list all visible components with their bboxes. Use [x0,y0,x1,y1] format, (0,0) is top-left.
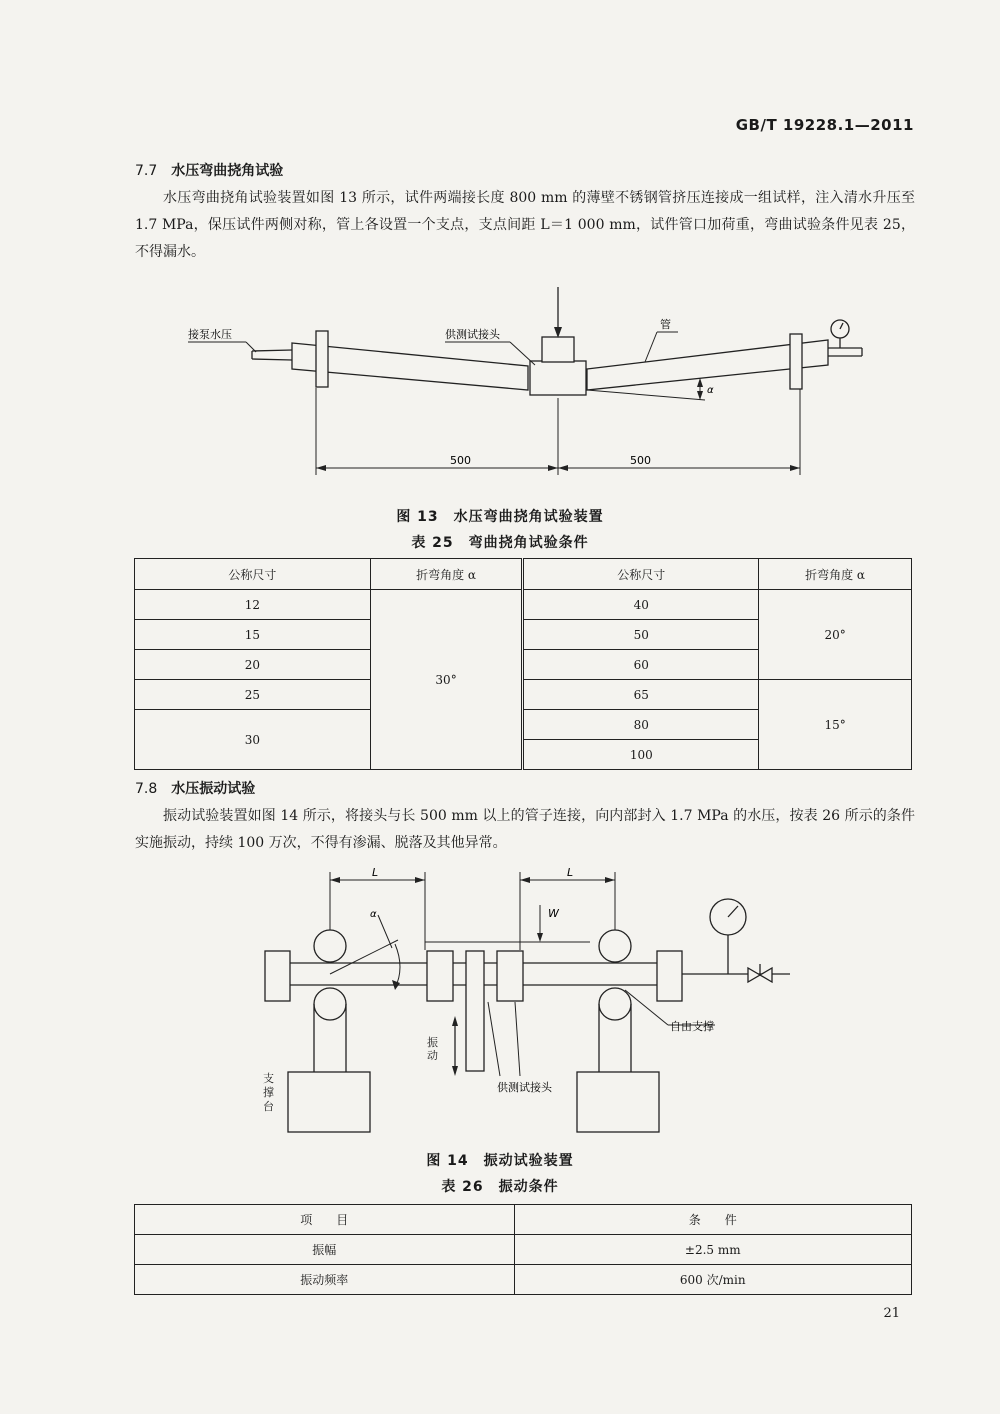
label-pump-pressure: 接泵水压 [188,328,232,341]
label-free-support: 自由支撑 [670,1020,714,1033]
table-26 [134,1204,912,1295]
cell-size: 80 [523,710,759,740]
cell-size: 60 [523,650,759,680]
label-alpha: α [707,385,714,396]
section-number: 7.7 [135,163,158,179]
cell-size: 50 [523,620,759,650]
table-25 [134,558,912,770]
dim-right: 500 [630,454,651,467]
th-angle-left: 折弯角度 α [370,559,523,590]
section-7-7-paragraph: 水压弯曲挠角试验装置如图 13 所示，试件两端接长度 800 mm 的薄壁不锈钢管挤压连接成一组试样，注入清水升压至 1.7 MPa，保压试件两侧对称，管上各设置一个支点，支点间距 L＝1 000 mm，试件管口加荷重，弯曲试验条件见表 25，不得漏水。 [135,190,915,260]
cell-angle-30: 30° [370,590,523,770]
cell-size: 40 [523,590,759,620]
label-L-left: L [372,866,379,879]
label-alpha-14: α [370,909,377,920]
section-7-8-paragraph: 振动试验装置如图 14 所示，将接头与长 500 mm 以上的管子连接，向内部封入 1.7 MPa 的水压，按表 26 所示的条件实施振动，持续 100 万次，不得有渗漏、脱落及其他异常。 [135,808,915,851]
cell-size: 20 [135,650,371,680]
table-26-caption: 表 26 振动条件 [441,1179,559,1195]
th-condition: 条 件 [514,1205,912,1235]
th-angle-right: 折弯角度 α [759,559,912,590]
section-title: 水压振动试验 [171,781,256,797]
th-size-left: 公称尺寸 [135,559,371,590]
label-vibration: 振动 [427,1036,438,1062]
label-L-right: L [567,866,574,879]
cell-size: 25 [135,680,371,710]
cell-size: 65 [523,680,759,710]
cell-size: 100 [523,740,759,770]
th-size-right: 公称尺寸 [523,559,759,590]
label-support-table: 支撑台 [263,1072,274,1113]
section-number: 7.8 [135,781,158,797]
dim-left: 500 [450,454,471,467]
section-title: 水压弯曲挠角试验 [171,163,284,179]
cell-condition: 600 次/min [514,1265,912,1295]
cell-size: 15 [135,620,371,650]
standard-number: GB/T 19228.1—2011 [735,116,914,134]
label-W: W [548,907,559,920]
cell-angle-20: 20° [759,590,912,680]
cell-angle-15: 15° [759,680,912,770]
cell-item: 振幅 [135,1235,515,1265]
section-7-8-heading [135,778,255,798]
cell-size: 30 [135,710,371,770]
label-test-joint: 供测试接头 [445,328,500,341]
label-pipe: 管 [660,318,671,331]
cell-condition: ±2.5 mm [514,1235,912,1265]
th-item: 项 目 [135,1205,515,1235]
figure-14-caption: 图 14 振动试验装置 [426,1153,574,1169]
cell-item: 振动频率 [135,1265,515,1295]
figure-13-caption: 图 13 水压弯曲挠角试验装置 [396,509,604,525]
table-25-caption: 表 25 弯曲挠角试验条件 [411,535,589,551]
page-number: 21 [883,1306,900,1321]
label-test-joint-14: 供测试接头 [497,1081,552,1094]
cell-size: 12 [135,590,371,620]
